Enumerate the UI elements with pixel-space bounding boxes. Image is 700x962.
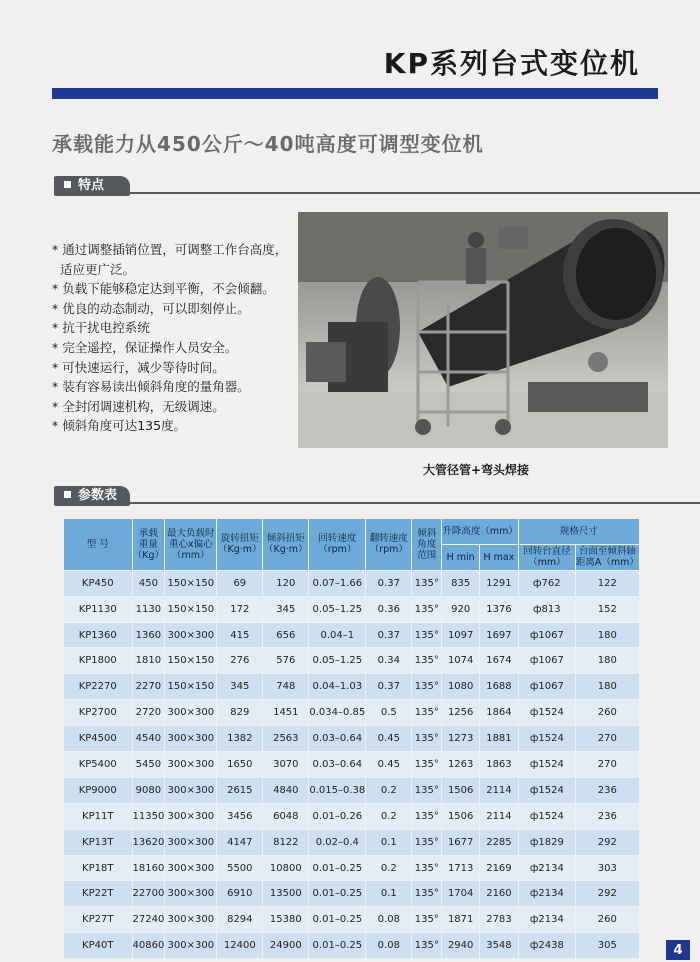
table-cell: 2114 [480,777,519,803]
header-line: 重量 [138,538,158,550]
table-cell: 40860 [132,933,165,959]
feature-item: * 可快速运行，减少等待时间。 [52,359,225,375]
table-cell: 135° [412,907,442,933]
table-cell: 1506 [442,803,480,829]
table-cell: 0.01–0.25 [309,881,366,907]
table-cell: ф1829 [518,829,575,855]
header-line: 倾斜扭矩 [266,533,305,545]
feature-item: * 全封闭调速机构，无级调速。 [52,398,225,414]
table-cell: 2783 [480,907,519,933]
table-cell: KP1130 [64,596,132,622]
table-cell: 24900 [263,933,309,959]
table-cell: ф2134 [518,855,575,881]
table-cell: 172 [217,596,263,622]
table-cell: 5500 [217,855,263,881]
table-cell: 1677 [442,829,480,855]
table-cell: 2114 [480,803,519,829]
header-line: 回转速度 [318,533,357,545]
square-bullet-icon [64,491,71,498]
table-cell: 1382 [217,726,263,752]
title-accent-bar [52,88,658,99]
feature-item: * 优良的动态制动，可以即刻停止。 [52,300,250,316]
table-cell: 0.37 [366,570,412,596]
table-cell: ф2438 [518,933,575,959]
table-row [64,700,639,726]
table-cell: 300×300 [165,907,217,933]
table-cell: KP1360 [64,622,132,648]
table-cell: 276 [217,648,263,674]
table-cell: 1650 [217,752,263,778]
table-cell: 1810 [132,648,165,674]
table-cell: 2270 [132,674,165,700]
table-cell: 305 [575,933,639,959]
table-row [64,726,639,752]
table-cell: 135° [412,881,442,907]
header-line: （mm） [172,549,210,561]
table-cell: 260 [575,907,639,933]
table-cell: 2285 [480,829,519,855]
table-cell: 0.015–0.38 [309,777,366,803]
table-cell: 0.37 [366,674,412,700]
table-cell: ф762 [518,570,575,596]
table-cell: 6910 [217,881,263,907]
square-bullet-icon [64,181,71,188]
table-cell: KP9000 [64,777,132,803]
table-cell: 13620 [132,829,165,855]
table-row [64,570,639,596]
table-cell: 0.45 [366,752,412,778]
welding-photo [298,212,668,448]
table-cell: KP450 [64,570,132,596]
header-line: （Kg） [132,549,165,561]
header-tilt-torque [263,519,309,570]
table-cell: 135° [412,622,442,648]
table-row [64,907,639,933]
table-cell: 135° [412,648,442,674]
table-cell: 0.34 [366,648,412,674]
table-cell: ф813 [518,596,575,622]
table-cell: 135° [412,674,442,700]
table-cell: 135° [412,570,442,596]
page-number: 4 [666,940,690,960]
features-section-label: 特点 [78,178,105,193]
table-cell: 135° [412,700,442,726]
table-cell: KP5400 [64,752,132,778]
table-cell: 0.36 [366,596,412,622]
header-line: 距离A（mm） [575,557,639,569]
table-cell: 0.03–0.64 [309,752,366,778]
header-line: 最大负载时 [167,527,215,539]
table-cell: 150×150 [165,596,217,622]
header-line: 倾斜 [417,527,437,539]
feature-item: * 负载下能够稳定达到平衡，不会倾翻。 [52,281,275,297]
header-lift-height: 升降高度（mm） [442,519,519,544]
table-cell: 1080 [442,674,480,700]
table-cell: 0.05–1.25 [309,596,366,622]
table-cell: 829 [217,700,263,726]
table-cell: ф1067 [518,674,575,700]
table-cell: 0.2 [366,855,412,881]
table-cell: 120 [263,570,309,596]
table-cell: 0.03–0.64 [309,726,366,752]
table-cell: 135° [412,777,442,803]
table-cell: 236 [575,803,639,829]
table-cell: 2169 [480,855,519,881]
table-cell: 10800 [263,855,309,881]
table-cell: 1074 [442,648,480,674]
header-line: 角度 [417,538,437,550]
table-row [64,829,639,855]
header-rotation-torque [217,519,263,570]
table-cell: 300×300 [165,622,217,648]
table-cell: 0.02–0.4 [309,829,366,855]
table-cell: ф1524 [518,752,575,778]
table-cell: 0.45 [366,726,412,752]
params-section-header [54,486,700,508]
table-cell: 180 [575,622,639,648]
table-cell: 0.04–1.03 [309,674,366,700]
table-cell: ф1524 [518,700,575,726]
table-cell: 0.01–0.26 [309,803,366,829]
header-line: 重心x偏心 [169,538,213,550]
table-cell: 2720 [132,700,165,726]
table-cell: 135° [412,803,442,829]
table-cell: 576 [263,648,309,674]
header-line: 范围 [417,549,437,561]
table-cell: KP4500 [64,726,132,752]
features-section-header [54,176,700,198]
header-distance-a [575,544,639,570]
table-cell: 27240 [132,907,165,933]
table-cell: 1273 [442,726,480,752]
feature-item: * 倾斜角度可达135度。 [52,418,187,434]
feature-item: * 通过调整插销位置，可调整工作台高度， [52,242,288,257]
table-cell: 260 [575,700,639,726]
header-table-diameter [518,544,575,570]
table-cell: 1097 [442,622,480,648]
table-cell: 1713 [442,855,480,881]
table-cell: 135° [412,726,442,752]
spec-table [64,519,640,959]
table-cell: ф1067 [518,648,575,674]
table-row [64,855,639,881]
table-cell: 1863 [480,752,519,778]
table-cell: 415 [217,622,263,648]
table-cell: 0.1 [366,829,412,855]
table-cell: 300×300 [165,777,217,803]
photo-caption: 大管径管+弯头焊接 [423,463,530,477]
table-cell: 12400 [217,933,263,959]
table-cell: 3548 [480,933,519,959]
table-cell: ф1524 [518,777,575,803]
table-cell: 6048 [263,803,309,829]
table-cell: 9080 [132,777,165,803]
header-tilt-angle [412,519,442,570]
table-cell: 135° [412,829,442,855]
header-line: （rpm） [318,544,357,556]
table-cell: 300×300 [165,933,217,959]
table-cell: 270 [575,752,639,778]
table-cell: 1871 [442,907,480,933]
table-cell: 0.01–0.25 [309,907,366,933]
header-model: 型 号 [64,519,132,570]
table-cell: 180 [575,648,639,674]
header-line: 承载 [138,527,158,539]
table-row [64,881,639,907]
table-cell: 3070 [263,752,309,778]
table-cell: 0.04–1 [309,622,366,648]
table-row [64,622,639,648]
table-row [64,674,639,700]
table-cell: 1674 [480,648,519,674]
table-cell: 1256 [442,700,480,726]
table-cell: 150×150 [165,674,217,700]
table-cell: KP40T [64,933,132,959]
table-cell: 2940 [442,933,480,959]
table-cell: 0.1 [366,881,412,907]
header-line: （rpm） [369,544,408,556]
table-cell: 2615 [217,777,263,803]
table-row [64,777,639,803]
table-cell: ф2134 [518,907,575,933]
table-cell: 0.01–0.25 [309,855,366,881]
table-cell: KP27T [64,907,132,933]
table-cell: 300×300 [165,855,217,881]
table-cell: 2160 [480,881,519,907]
table-cell: 345 [217,674,263,700]
table-cell: 18160 [132,855,165,881]
header-line: 台面至倾斜轴 [578,546,636,558]
table-cell: 152 [575,596,639,622]
table-cell: KP11T [64,803,132,829]
table-cell: 0.2 [366,803,412,829]
table-cell: 69 [217,570,263,596]
feature-item: * 完全遥控，保证操作人员安全。 [52,339,238,355]
table-cell: 135° [412,596,442,622]
table-cell: 1506 [442,777,480,803]
header-rotation-speed [309,519,366,570]
table-cell: 13500 [263,881,309,907]
table-cell: 3456 [217,803,263,829]
table-cell: 300×300 [165,881,217,907]
header-line: 回转台直径 [523,546,571,558]
table-cell: ф1067 [518,622,575,648]
table-cell: 1697 [480,622,519,648]
table-cell: 0.5 [366,700,412,726]
table-cell: 270 [575,726,639,752]
table-row [64,933,639,959]
feature-item: * 装有容易读出倾斜角度的量角器。 [52,379,250,395]
header-line: （Kg·m） [218,544,262,556]
header-line: （mm） [528,557,566,569]
table-cell: KP22T [64,881,132,907]
table-cell: 1704 [442,881,480,907]
table-cell: 1130 [132,596,165,622]
header-tilt-speed [366,519,412,570]
table-cell: 1263 [442,752,480,778]
table-cell: KP13T [64,829,132,855]
table-cell: 300×300 [165,726,217,752]
table-cell: 1360 [132,622,165,648]
table-cell: 1451 [263,700,309,726]
header-spec: 规格尺寸 [518,519,639,544]
table-cell: 0.08 [366,933,412,959]
table-cell: 292 [575,829,639,855]
table-cell: 656 [263,622,309,648]
feature-item: * 抗干扰电控系统 [52,320,150,336]
params-section-label: 参数表 [78,488,118,503]
table-cell: 300×300 [165,700,217,726]
page-subtitle: 承载能力从450公斤～40吨高度可调型变位机 [52,132,484,156]
table-row [64,596,639,622]
table-cell: 135° [412,933,442,959]
header-line: 翻转速度 [369,533,408,545]
table-cell: ф2134 [518,881,575,907]
table-cell: 748 [263,674,309,700]
table-cell: 0.05–1.25 [309,648,366,674]
table-cell: KP1800 [64,648,132,674]
header-hmin: H min [442,544,480,570]
table-cell: 0.01–0.25 [309,933,366,959]
table-cell: 0.37 [366,622,412,648]
table-cell: 11350 [132,803,165,829]
table-cell: 303 [575,855,639,881]
table-cell: 450 [132,570,165,596]
table-cell: 1688 [480,674,519,700]
features-list [52,240,302,436]
table-cell: 150×150 [165,648,217,674]
header-load [132,519,165,570]
section-divider [124,192,700,194]
table-cell: 1864 [480,700,519,726]
table-cell: 22700 [132,881,165,907]
table-cell: 0.2 [366,777,412,803]
table-cell: 292 [575,881,639,907]
table-cell: 4540 [132,726,165,752]
table-cell: 5450 [132,752,165,778]
table-cell: 920 [442,596,480,622]
table-row [64,648,639,674]
table-cell: 835 [442,570,480,596]
table-cell: 122 [575,570,639,596]
table-cell: 1376 [480,596,519,622]
header-line: 旋转扭矩 [220,533,259,545]
table-cell: 345 [263,596,309,622]
table-cell: KP2700 [64,700,132,726]
table-cell: KP18T [64,855,132,881]
table-cell: 8122 [263,829,309,855]
table-cell: KP2270 [64,674,132,700]
table-cell: 180 [575,674,639,700]
table-cell: 135° [412,855,442,881]
table-cell: 4147 [217,829,263,855]
table-cell: 0.07–1.66 [309,570,366,596]
header-max-load [165,519,217,570]
table-cell: ф1524 [518,726,575,752]
table-cell: 4840 [263,777,309,803]
table-cell: 236 [575,777,639,803]
page-title: KP系列台式变位机 [383,47,640,80]
table-cell: 135° [412,752,442,778]
table-cell: 1291 [480,570,519,596]
table-cell: 0.08 [366,907,412,933]
table-cell: 15380 [263,907,309,933]
header-hmax: H max [480,544,519,570]
table-row [64,803,639,829]
table-cell: 8294 [217,907,263,933]
table-cell: 300×300 [165,829,217,855]
table-cell: 300×300 [165,803,217,829]
table-cell: 1881 [480,726,519,752]
table-row [64,752,639,778]
table-cell: 2563 [263,726,309,752]
header-line: （Kg·m） [264,544,308,556]
table-cell: 300×300 [165,752,217,778]
feature-item: 适应更广泛。 [52,261,135,277]
table-cell: ф1524 [518,803,575,829]
table-cell: 0.034–0.85 [309,700,366,726]
section-divider [124,502,700,504]
table-cell: 150×150 [165,570,217,596]
